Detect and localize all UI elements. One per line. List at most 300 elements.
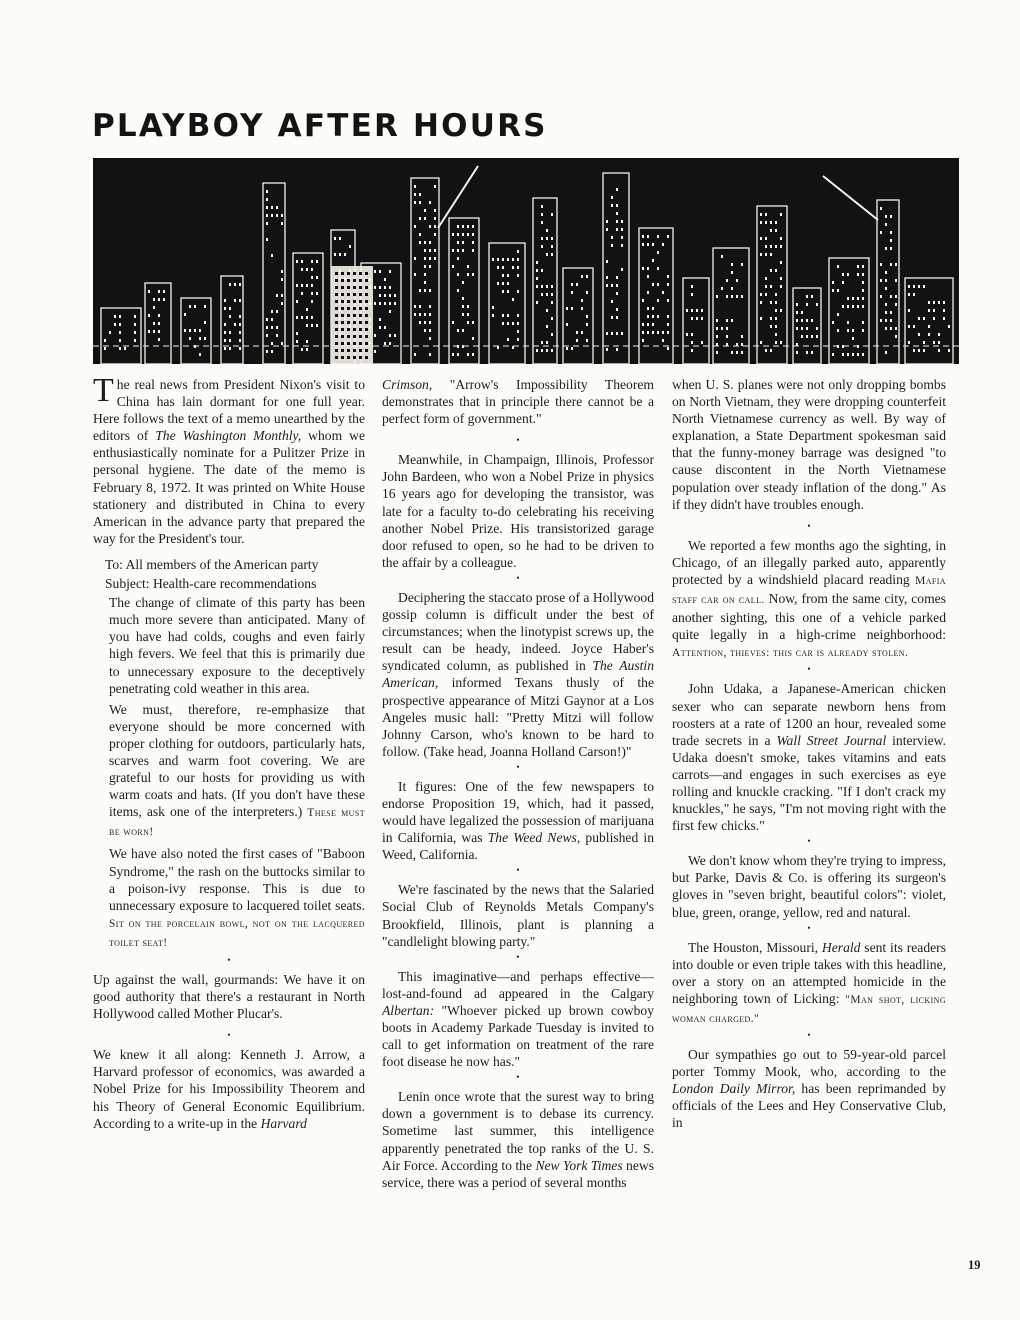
lit-window [457,353,459,356]
lit-window [541,237,543,240]
lit-window [816,303,818,306]
lit-window [913,325,915,328]
lit-window [862,273,864,276]
tower-window [353,342,356,345]
lit-window [306,348,308,351]
lit-window [512,298,514,301]
lit-window [389,342,391,345]
lit-window [429,321,431,324]
lit-window [667,347,669,350]
lit-window [229,307,231,310]
lit-window [546,285,548,288]
publication-title: Crimson, [382,377,433,392]
lit-window [770,253,772,256]
lit-window [276,310,278,313]
lit-window [696,317,698,320]
lit-window [281,302,283,305]
lit-window [847,329,849,332]
tower-window [353,314,356,317]
lit-window [938,341,940,344]
lit-window [918,333,920,336]
lit-window [606,348,608,351]
memo-emphasis: These must be worn! [109,807,365,839]
lit-window [657,283,659,286]
lit-window [271,326,273,329]
lit-window [616,332,618,335]
text-run: John Udaka, a Japanese-American chicken sexer who can separate newborn hens from roosters at a rate of 1200 an hour, revealed some trade secrets in a [672,681,946,748]
lit-window [913,285,915,288]
lit-window [895,263,897,266]
lit-window [611,236,613,239]
lit-window [281,342,283,345]
lit-window [908,293,910,296]
tower-window [335,272,338,275]
item-paragraph [382,376,654,427]
lit-window [576,283,578,286]
lit-window [933,309,935,312]
lit-window [842,273,844,276]
lit-window [923,341,925,344]
lit-window [880,295,882,298]
publication-title: Wall Street Journal [776,732,887,748]
lit-window [586,323,588,326]
lit-window [908,325,910,328]
lit-window [457,249,459,252]
lit-window [134,339,136,342]
lit-window [657,267,659,270]
lit-window [832,353,834,356]
lit-window [502,266,504,269]
tower-window [353,321,356,324]
tower-window [353,328,356,331]
lit-window [642,331,644,334]
lit-window [862,329,864,332]
item-paragraph [672,939,946,1028]
lit-window [394,334,396,337]
lit-window [890,319,892,322]
lit-window [801,319,803,322]
tower-window [341,321,344,324]
lit-window [134,331,136,334]
lit-window [857,273,859,276]
lit-window [517,274,519,277]
lit-window [271,214,273,217]
lit-window [908,341,910,344]
lit-window [775,333,777,336]
lit-window [847,353,849,356]
tower-window [341,300,344,303]
lit-window [266,190,268,193]
item-paragraph [672,680,946,834]
lit-window [880,207,882,210]
lit-window [266,350,268,353]
lit-window [571,291,573,294]
lit-window [199,329,201,332]
tower-window [335,342,338,345]
lit-window [492,306,494,309]
lit-window [796,311,798,314]
tower-window [359,328,362,331]
lit-window [885,311,887,314]
text-run: We must, therefore, re-emphasize that everyone should be more concerned with proper clothing for outdoors, particularly hats, scarves and warm foot covering. We are grateful to our hosts for providing us with warm coats and hats. (If you don't have these items, ask one of the interpreters.) [109,701,365,820]
lit-window [384,326,386,329]
lit-window [716,327,718,330]
lit-window [334,237,336,240]
lit-window [647,291,649,294]
lit-window [918,349,920,352]
lit-window [148,314,150,317]
lit-window [429,313,431,316]
lit-window [492,258,494,261]
lit-window [616,348,618,351]
lit-window [885,271,887,274]
lit-window [701,309,703,312]
lit-window [606,284,608,287]
lit-window [536,349,538,352]
lit-window [770,285,772,288]
lit-window [429,305,431,308]
lit-window [760,221,762,224]
lit-window [229,331,231,334]
lit-window [104,339,106,342]
lit-window [457,329,459,332]
lit-window [266,222,268,225]
lit-window [541,221,543,224]
lit-window [775,309,777,312]
publication-title: Harvard [260,1115,307,1131]
lit-window [642,235,644,238]
lit-window [394,302,396,305]
lit-window [775,229,777,232]
lit-window [581,275,583,278]
lit-window [885,279,887,282]
city-skyline-icon [93,158,959,364]
lit-window [857,305,859,308]
lit-window [296,260,298,263]
lit-window [806,327,808,330]
lit-window [731,287,733,290]
lit-window [316,260,318,263]
lit-window [424,321,426,324]
lit-window [374,302,376,305]
lit-window [517,322,519,325]
lit-window [691,317,693,320]
text-run: he real news from President Nixon's visit to China has lain dormant for one full year. Here follows the text of a memo unearthed by the editors of [93,377,365,444]
lit-window [384,294,386,297]
lit-window [153,298,155,301]
lit-window [913,293,915,296]
lit-window [316,276,318,279]
publication-title: Herald [821,939,861,955]
lit-window [546,341,548,344]
lit-window [862,321,864,324]
lit-window [517,338,519,341]
lit-window [796,327,798,330]
lit-window [938,301,940,304]
lit-window [467,321,469,324]
lit-window [536,261,538,264]
lit-window [306,308,308,311]
lit-window [801,311,803,314]
lit-window [266,206,268,209]
lit-window [507,274,509,277]
lit-window [765,253,767,256]
lit-window [204,337,206,340]
text-run: "Whoever picked up brown cowboy boots in Academy Parkade Tuesday is invited to call to get information on treatment of the rare foot disease he now has." [382,1002,654,1070]
lit-window [306,316,308,319]
lit-window [204,305,206,308]
lit-window [158,290,160,293]
lit-window [546,325,548,328]
tower-window [347,272,350,275]
tower-window [347,328,350,331]
lit-window [379,302,381,305]
lit-window [716,351,718,354]
lit-window [492,314,494,317]
lit-window [621,268,623,271]
lit-window [306,324,308,327]
tower-window [365,314,368,317]
lit-window [384,302,386,305]
lit-window [517,250,519,253]
lit-window [895,295,897,298]
lit-window [424,289,426,292]
lit-window [885,327,887,330]
lit-window [571,307,573,310]
publication-title: London Daily Mirror, [672,1081,796,1097]
tower-window [353,335,356,338]
lit-window [158,322,160,325]
tower-window [335,300,338,303]
separator-bullet: • [516,1072,520,1083]
tower-window [347,314,350,317]
lit-window [770,325,772,328]
lit-window [389,286,391,289]
lit-window [507,338,509,341]
lit-window [736,351,738,354]
lit-window [806,303,808,306]
lit-window [885,215,887,218]
lit-window [301,292,303,295]
lit-window [349,245,351,248]
lit-window [541,285,543,288]
lit-window [716,319,718,322]
lit-window [424,257,426,260]
tower-window [365,342,368,345]
lit-window [948,349,950,352]
tower-window [365,321,368,324]
lit-window [124,347,126,350]
lit-window [832,289,834,292]
lit-window [507,290,509,293]
lit-window [811,335,813,338]
lit-window [419,313,421,316]
text-run: sent its readers into double or even triple takes with this headline, over a story on an attempted homicide in the neighboring town of Licking: [672,939,946,1006]
memo-paragraph [93,845,365,952]
separator-bullet: • [227,1030,231,1041]
lit-window [642,339,644,342]
tower-window [341,279,344,282]
lit-window [918,285,920,288]
lit-window [760,253,762,256]
separator-bullet: • [807,836,811,847]
lit-window [760,213,762,216]
lit-window [374,334,376,337]
lit-window [472,337,474,340]
lit-window [536,277,538,280]
tower-window [341,342,344,345]
lit-window [234,323,236,326]
lit-window [306,268,308,271]
lit-window [158,298,160,301]
lit-window [452,265,454,268]
lit-window [775,245,777,248]
tower-window [347,356,350,359]
lit-window [419,321,421,324]
lit-window [576,339,578,342]
lit-window [472,249,474,252]
lit-window [775,269,777,272]
lit-window [429,257,431,260]
lit-window [379,286,381,289]
tower-window [365,335,368,338]
lit-window [770,245,772,248]
lit-window [691,341,693,344]
lit-window [434,185,436,188]
lit-window [306,340,308,343]
lit-window [507,282,509,285]
lit-window [551,213,553,216]
lit-window [933,317,935,320]
lit-window [311,268,313,271]
tower-window [335,307,338,310]
lit-window [204,321,206,324]
lit-window [457,257,459,260]
lit-window [857,297,859,300]
lit-window [611,244,613,247]
tower-window [341,286,344,289]
lit-window [928,333,930,336]
lit-window [467,305,469,308]
lit-window [576,331,578,334]
lit-window [541,213,543,216]
lit-window [657,235,659,238]
lit-window [811,319,813,322]
lit-window [832,321,834,324]
lit-window [189,305,191,308]
lit-window [842,353,844,356]
lit-window [731,271,733,274]
lit-window [662,331,664,334]
lit-window [657,251,659,254]
lit-window [760,237,762,240]
lit-window [229,315,231,318]
lit-window [462,233,464,236]
lit-window [239,331,241,334]
lit-window [434,209,436,212]
lit-window [199,337,201,340]
lit-window [462,313,464,316]
lit-window [434,217,436,220]
tower-window [359,342,362,345]
tower-window [359,300,362,303]
item-paragraph: We're fascinated by the news that the Salaried Social Club of Reynolds Metals Company's Brookfield, Illinois, plant is planning a "candlelight blowing party." [382,882,654,949]
lit-window [581,299,583,302]
lit-window [736,295,738,298]
lit-window [546,293,548,296]
lit-window [271,342,273,345]
lit-window [472,273,474,276]
lit-window [497,266,499,269]
lit-window [316,324,318,327]
lit-window [691,285,693,288]
lit-window [862,305,864,308]
lit-window [581,307,583,310]
lit-window [885,351,887,354]
lit-window [837,265,839,268]
lit-window [616,228,618,231]
lit-window [847,273,849,276]
lit-window [311,324,313,327]
separator-bullet: • [807,664,811,675]
lit-window [943,301,945,304]
tower-window [353,356,356,359]
lit-window [806,319,808,322]
lit-window [606,220,608,223]
lit-window [852,297,854,300]
lit-window [765,213,767,216]
lit-window [686,333,688,336]
tower-window [341,314,344,317]
lit-window [890,295,892,298]
text-run: has been reprimanded by officials of the Lees and Hey Conservative Club, in [672,1081,946,1131]
lit-window [234,299,236,302]
lit-window [546,349,548,352]
lit-window [796,303,798,306]
lit-window [621,228,623,231]
lit-window [765,293,767,296]
lit-window [890,263,892,266]
tower-window [335,349,338,352]
lit-window [667,299,669,302]
lit-window [434,233,436,236]
lit-window [281,214,283,217]
lit-window [457,233,459,236]
lit-window [424,273,426,276]
lit-window [296,340,298,343]
lit-window [419,201,421,204]
lit-window [657,315,659,318]
publication-title: The Washington Monthly, [155,428,302,444]
lit-window [104,347,106,350]
lit-window [311,284,313,287]
lit-window [551,285,553,288]
lit-window [229,347,231,350]
lit-window [134,323,136,326]
lit-window [890,247,892,250]
lit-window [847,321,849,324]
item-paragraph [382,589,654,760]
lit-window [611,204,613,207]
lit-window [414,353,416,356]
lit-window [652,331,654,334]
lit-window [811,351,813,354]
lit-window [691,293,693,296]
tower-window [335,286,338,289]
lit-window [536,301,538,304]
article-column-1 [93,376,365,1281]
tower-window [335,335,338,338]
